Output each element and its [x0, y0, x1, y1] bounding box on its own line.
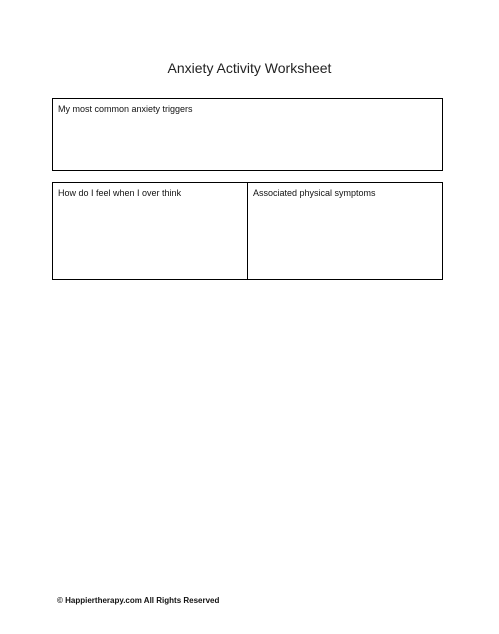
- page-title: Anxiety Activity Worksheet: [167, 60, 332, 76]
- triggers-box[interactable]: [52, 98, 443, 171]
- overthink-box[interactable]: [53, 183, 247, 279]
- physical-symptoms-label: Associated physical symptoms: [253, 188, 376, 198]
- overthink-label: How do I feel when I over think: [58, 188, 182, 198]
- feelings-symptoms-row: [52, 182, 443, 280]
- triggers-label: My most common anxiety triggers: [58, 104, 193, 114]
- physical-symptoms-box[interactable]: [247, 183, 442, 279]
- copyright-footer: © Happiertherapy.com All Rights Reserved: [57, 596, 220, 605]
